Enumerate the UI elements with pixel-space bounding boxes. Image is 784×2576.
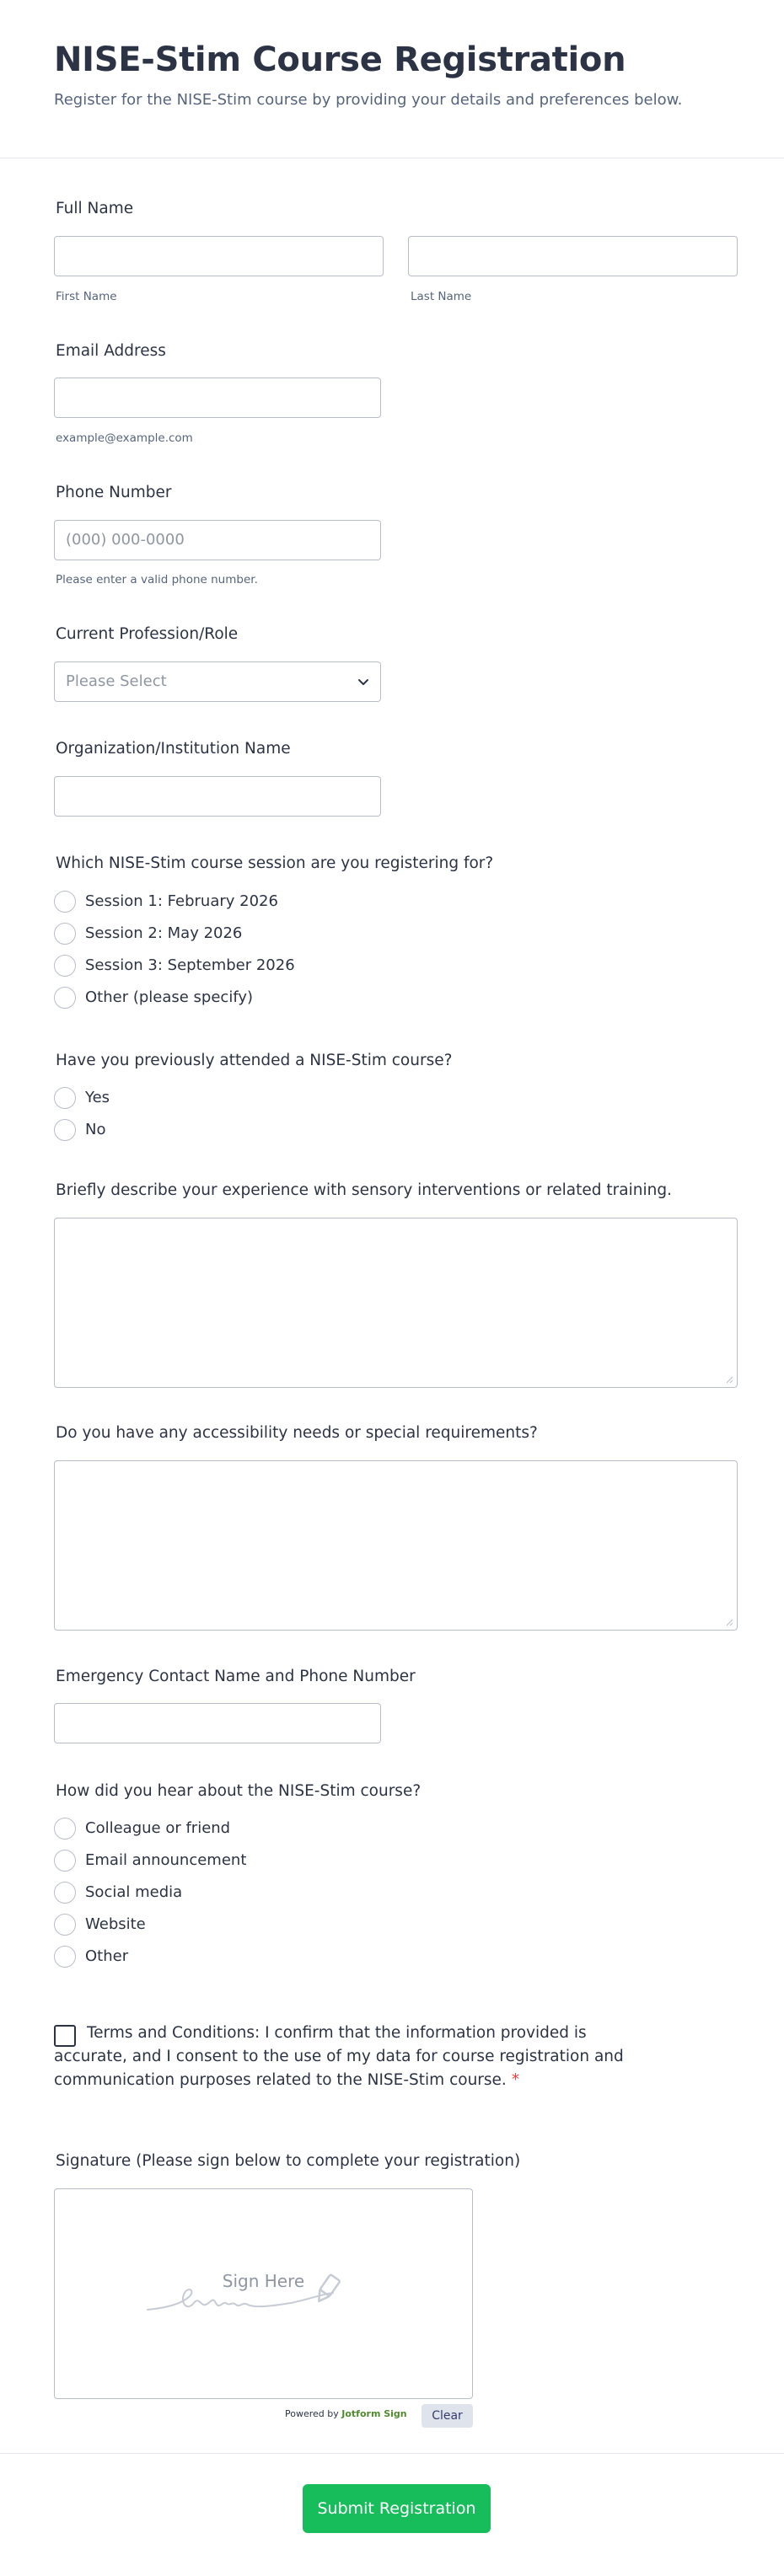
session-label: Which NISE-Stim course session are you registering for? xyxy=(56,854,494,872)
referral-option[interactable] xyxy=(54,1914,560,1937)
radio-label: Colleague or friend xyxy=(85,1819,231,1837)
signature-placeholder: Sign Here xyxy=(222,2271,305,2291)
emergency-contact-input[interactable] xyxy=(54,1703,381,1743)
referral-option[interactable] xyxy=(54,1946,560,1969)
first-name-sublabel: First Name xyxy=(56,290,117,303)
radio-button[interactable] xyxy=(54,1946,76,1968)
referral-option[interactable] xyxy=(54,1882,560,1905)
referral-label: How did you hear about the NISE-Stim course? xyxy=(56,1782,422,1800)
profession-select[interactable] xyxy=(54,661,381,702)
session-option[interactable] xyxy=(54,891,560,914)
powered-by-prefix: Powered by xyxy=(285,2408,339,2419)
phone-sublabel: Please enter a valid phone number. xyxy=(56,573,258,586)
referral-option[interactable] xyxy=(54,1850,560,1873)
form-header xyxy=(0,0,784,158)
attended-option[interactable] xyxy=(54,1119,560,1143)
radio-button[interactable] xyxy=(54,1087,76,1109)
email-label: Email Address xyxy=(56,342,166,360)
first-name-input[interactable] xyxy=(54,236,384,276)
powered-by-text xyxy=(285,2408,407,2419)
session-option[interactable] xyxy=(54,923,560,946)
terms-text: Terms and Conditions: I confirm that the information provided is accurate, and I consent to the use of my data for course registration and communication purposes related to the NISE-Stim course. xyxy=(54,2024,624,2089)
last-name-sublabel: Last Name xyxy=(411,290,472,303)
radio-label: Other (please specify) xyxy=(85,988,254,1006)
referral-option[interactable] xyxy=(54,1818,560,1841)
form-subtitle: Register for the NISE-Stim course by providing your details and preferences below. xyxy=(54,91,683,109)
signature-pad[interactable] xyxy=(54,2188,473,2399)
phone-placeholder: (000) 000-0000 xyxy=(66,531,185,549)
radio-button[interactable] xyxy=(54,1850,76,1872)
radio-button[interactable] xyxy=(54,923,76,945)
submit-registration-button[interactable]: Submit Registration xyxy=(303,2484,491,2533)
attended-label: Have you previously attended a NISE-Stim course? xyxy=(56,1052,453,1069)
radio-button[interactable] xyxy=(54,1818,76,1840)
radio-button[interactable] xyxy=(54,1914,76,1936)
radio-label: Session 1: February 2026 xyxy=(85,892,278,910)
radio-button[interactable] xyxy=(54,987,76,1009)
session-option[interactable] xyxy=(54,955,560,978)
clear-signature-button[interactable]: Clear xyxy=(422,2404,473,2428)
radio-button[interactable] xyxy=(54,955,76,977)
session-option[interactable] xyxy=(54,987,560,1010)
email-sublabel: example@example.com xyxy=(56,431,193,445)
emergency-label: Emergency Contact Name and Phone Number xyxy=(56,1668,416,1685)
radio-label: Other xyxy=(85,1947,129,1965)
radio-label: Session 2: May 2026 xyxy=(85,924,243,942)
radio-label: Social media xyxy=(85,1883,183,1901)
phone-label: Phone Number xyxy=(56,484,172,501)
attended-option[interactable] xyxy=(54,1087,560,1111)
organization-label: Organization/Institution Name xyxy=(56,740,291,758)
last-name-input[interactable] xyxy=(408,236,738,276)
chevron-down-icon xyxy=(357,675,370,688)
radio-label: No xyxy=(85,1121,106,1138)
profession-label: Current Profession/Role xyxy=(56,625,239,643)
accessibility-textarea[interactable] xyxy=(54,1460,738,1631)
experience-textarea[interactable] xyxy=(54,1218,738,1388)
full-name-label: Full Name xyxy=(56,200,134,217)
radio-button[interactable] xyxy=(54,1882,76,1904)
accessibility-label: Do you have any accessibility needs or special requirements? xyxy=(56,1424,538,1442)
radio-button[interactable] xyxy=(54,891,76,913)
profession-placeholder: Please Select xyxy=(66,672,167,690)
jotform-sign-brand: Jotform Sign xyxy=(341,2408,407,2419)
radio-label: Yes xyxy=(85,1089,110,1106)
resize-handle-icon[interactable] xyxy=(725,1618,733,1626)
form-title: NISE-Stim Course Registration xyxy=(54,40,626,79)
required-marker: * xyxy=(511,2071,520,2089)
organization-input[interactable] xyxy=(54,776,381,817)
experience-label: Briefly describe your experience with sensory interventions or related training. xyxy=(56,1181,672,1199)
phone-input[interactable] xyxy=(54,520,381,560)
resize-handle-icon[interactable] xyxy=(725,1375,733,1384)
terms-text-block xyxy=(54,2022,661,2092)
radio-label: Session 3: September 2026 xyxy=(85,956,295,974)
email-input[interactable] xyxy=(54,378,381,418)
radio-button[interactable] xyxy=(54,1119,76,1141)
radio-label: Website xyxy=(85,1915,146,1933)
radio-label: Email announcement xyxy=(85,1851,247,1869)
signature-label: Signature (Please sign below to complete your registration) xyxy=(56,2152,521,2170)
terms-checkbox[interactable] xyxy=(54,2025,76,2047)
signature-scribble-icon xyxy=(143,2269,388,2320)
